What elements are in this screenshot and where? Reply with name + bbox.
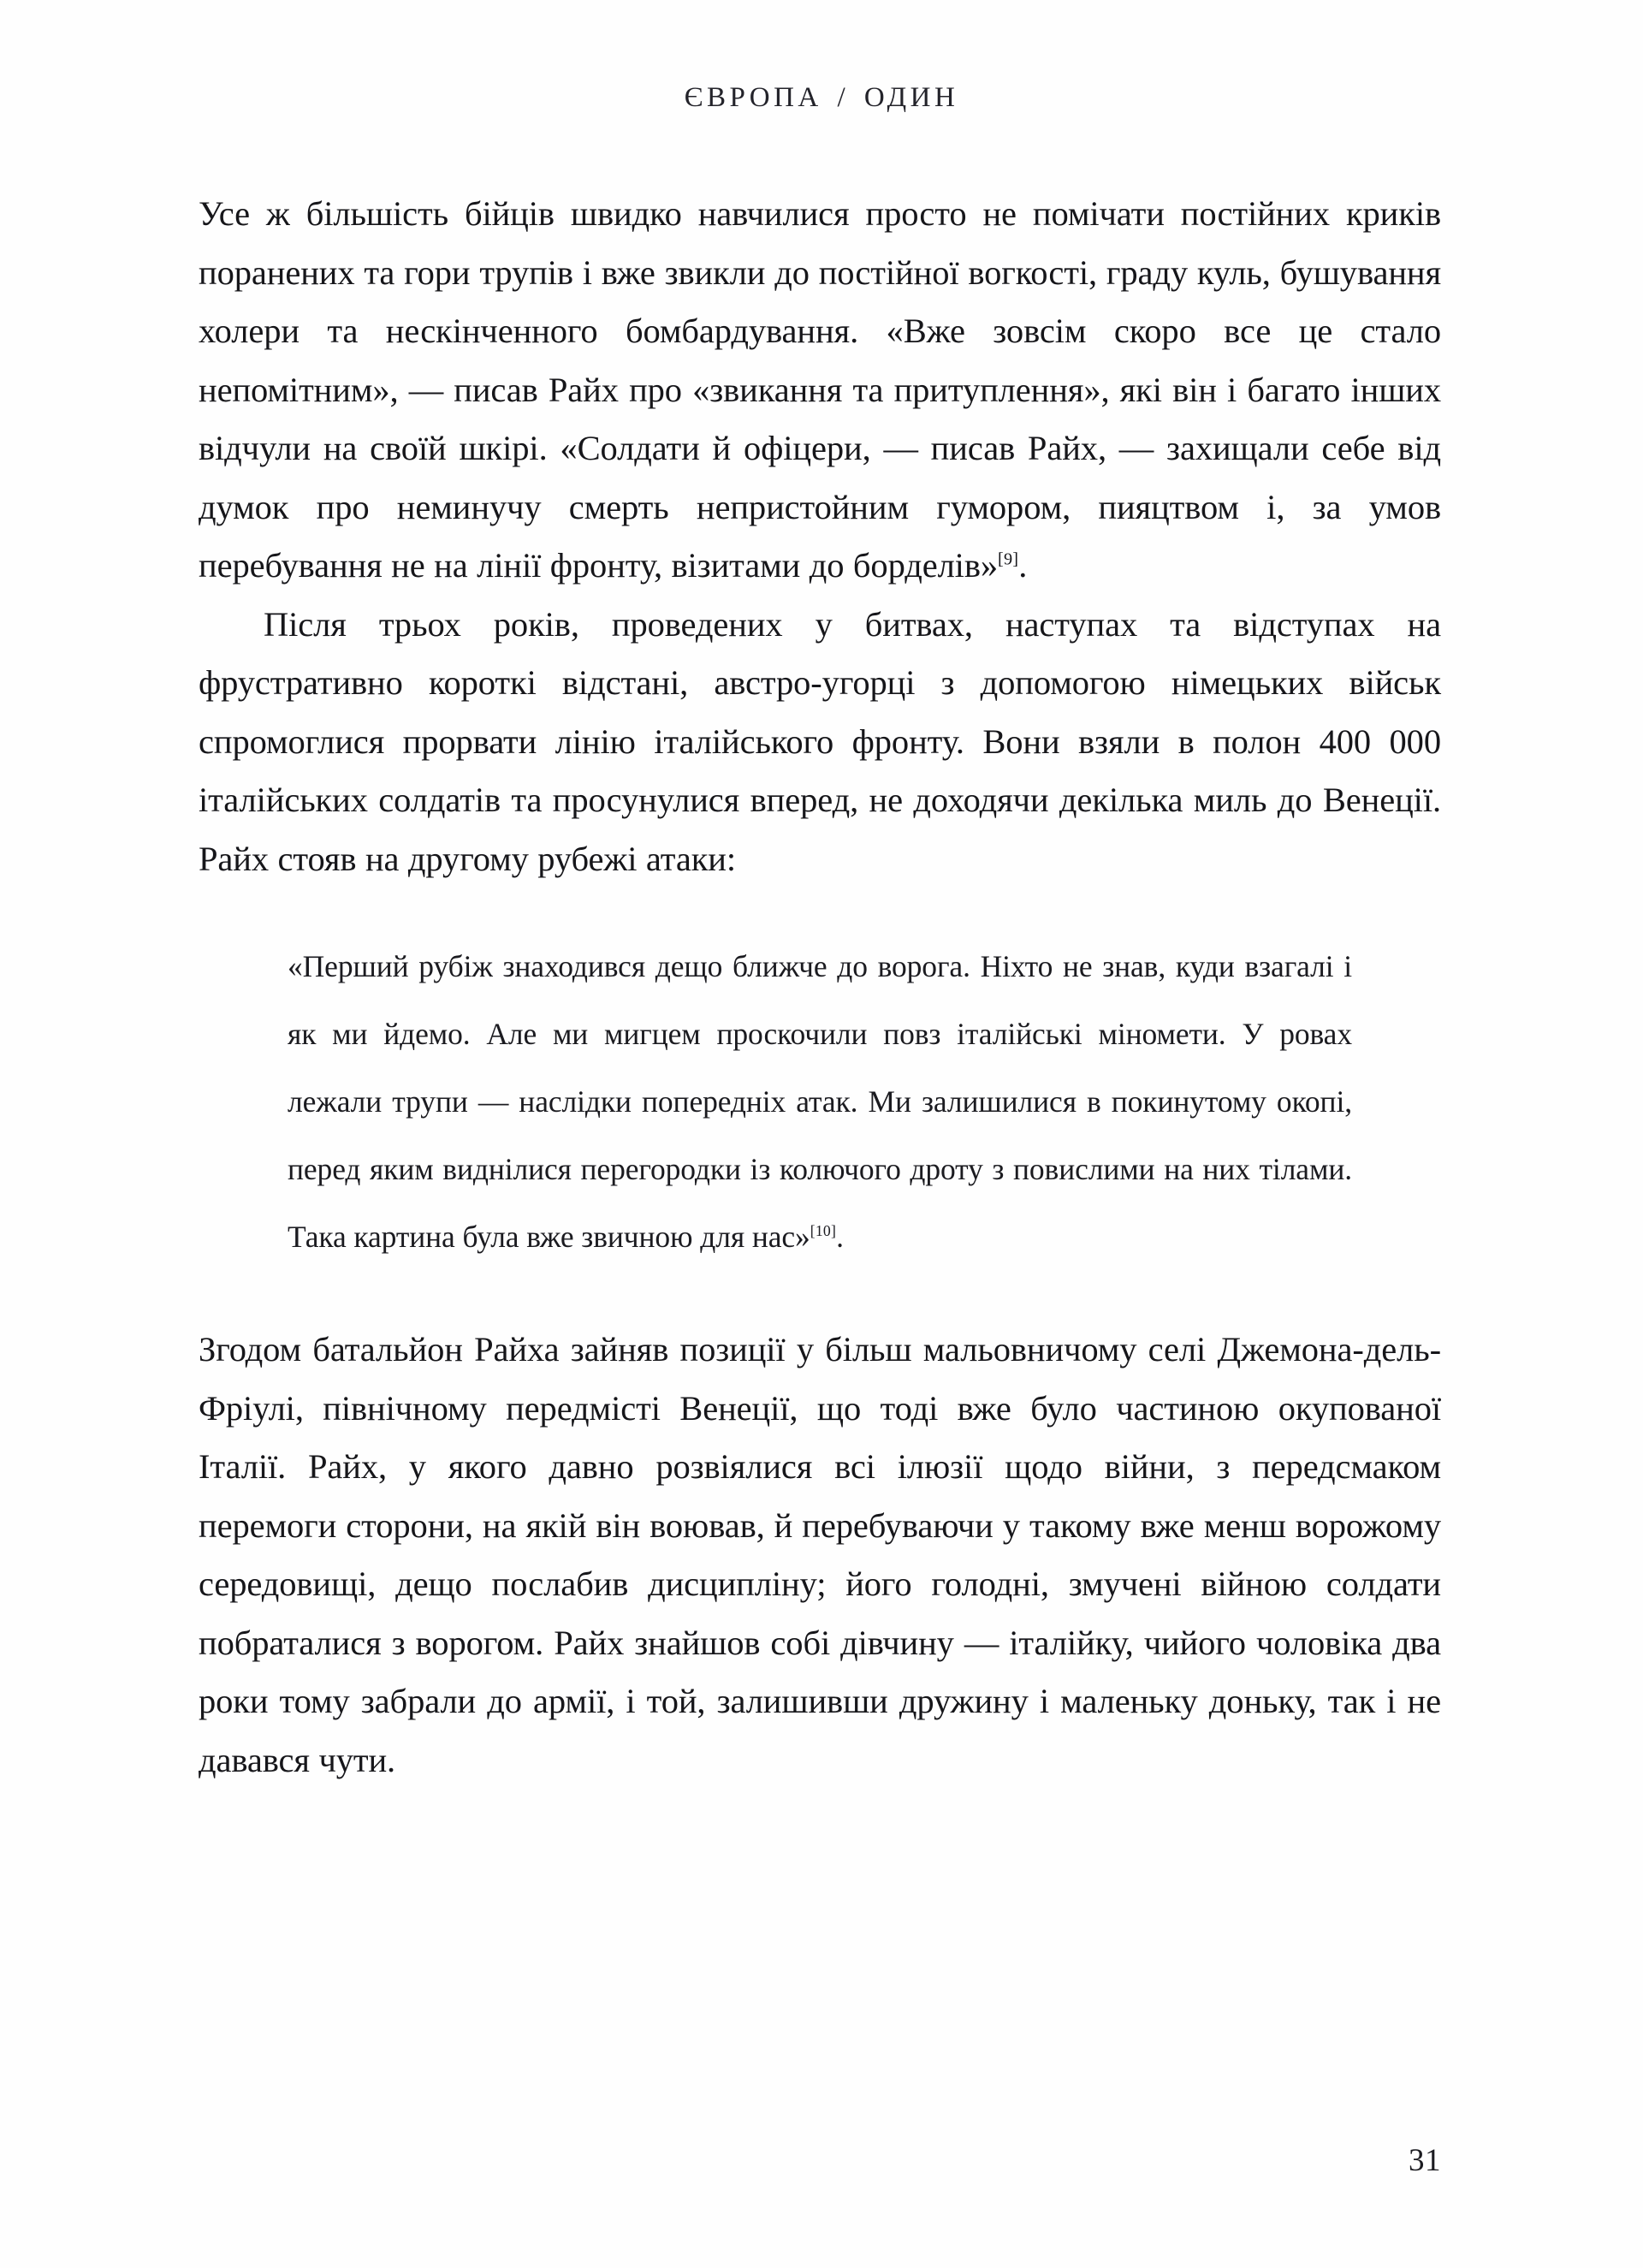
running-header: ЄВРОПА / ОДИН [684,82,959,113]
spacer-after-blockquote [199,1271,1441,1321]
paragraph-3 [199,1321,1441,1790]
paragraph-2-text: Після трьох років, проведених у битвах, наступах та відступах на фрустративно короткі відстані, австро-угорці з допомогою німецьких військ спромоглися прорвати лінію італійського фронту. Вони взяли в полон 400 000 італійських солдатів та просунулися вперед, не доходячи декілька миль до Венеції. Райх стояв на другому рубежі атаки: [199,604,1441,878]
spacer-before-blockquote [199,888,1441,933]
text-column [199,185,1441,1790]
paragraph-1-tail: . [1018,546,1028,585]
blockquote [199,933,1352,1271]
note-reference-10[interactable]: [10] [810,1222,837,1240]
paragraph-1 [199,185,1441,596]
blockquote-tail: . [836,1220,844,1254]
page-number: 31 [1409,2143,1441,2178]
paragraph-3-text: Згодом батальйон Райха зайняв позиції у більш мальовничому селі Джемона-дель-Фріулі, північному передмісті Венеції, що тоді вже було частиною окупованої Італії. Райх, у якого давно розвіялися всі ілюзії щодо війни, з передсмаком перемоги сторони, на якій він воював, й перебуваючи у такому вже менш ворожому середовищі, дещо послабив дисципліну; його голодні, змучені війною солдати побраталися з ворогом. Райх знайшов собі дівчину — італійку, чийого чоловіка два роки тому забрали до армії, і той, залишивши дружину і маленьку доньку, так і не давався чути. [199,1330,1441,1779]
paragraph-2 [199,596,1441,889]
paragraph-1-text: Усе ж більшість бійців швидко навчилися просто не помічати постійних криків поранених та гори трупів і вже звикли до постійної вогкості, граду куль, бушування холери та нескінченного бомбардування. «Вже зовсім скоро все це стало непомітним», — писав Райх про «звикання та притуплення», які він і багато інших відчули на своїй шкірі. «Солдати й офіцери, — писав Райх, — захищали себе від думок про неминучу смерть непристойним гумором, пияцтвом і, за умов перебування не на лінії фронту, візитами до борделів» [199,194,1441,585]
blockquote-paragraph [288,933,1352,1271]
blockquote-text: «Перший рубіж знаходився дещо ближче до ворога. Ніхто не знав, куди взагалі і як ми йдемо. Але ми мигцем проскочили повз італійські міномети. У ровах лежали трупи — наслідки попередніх атак. Ми залишилися в покинутому окопі, перед яким виднілися перегородки із колючого дроту з повислими на них тілами. Така картина була вже звичною для нас» [288,949,1352,1254]
note-reference-9[interactable]: [9] [998,549,1019,569]
